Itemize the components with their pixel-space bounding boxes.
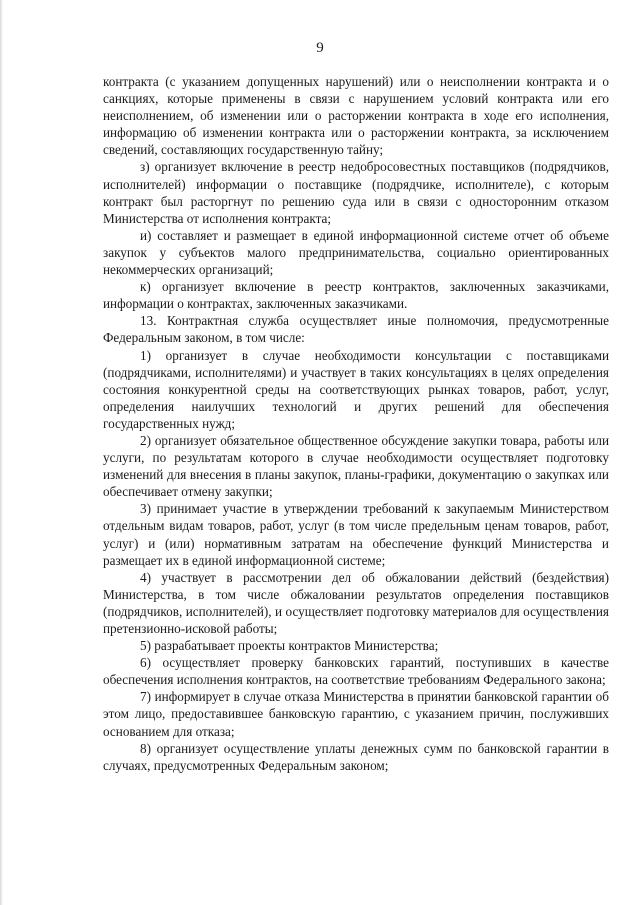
document-body: [103, 73, 609, 774]
paragraph-item-4: 4) участвует в рассмотрении дел об обжаловании действий (бездействия) Министерства, в том числе обжаловании результатов определения поставщиков (подрядчиков, исполнителей), и осуществляет подготовку материалов для осуществления претензионно-исковой работы;: [103, 569, 609, 636]
paragraph-item-2: 2) организует обязательное общественное обсуждение закупки товара, работы или услуги, по результатам которого в случае необходимости осуществляет подготовку изменений для внесения в планы закупок, планы-графики, документацию о закупках или обеспечивает отмену закупки;: [103, 432, 609, 500]
scan-edge-shadow: [0, 0, 3, 905]
paragraph-item-k: к) организует включение в реестр контрактов, заключенных заказчиками, информации о контрактах, заключенных заказчиками.: [103, 279, 609, 312]
paragraph-continuation: контракта (с указанием допущенных нарушений) или о неисполнении контракта и о санкциях, которые применены в связи с нарушением условий контракта или его неисполнением, об изменении или о расторжении контракта в ходе его исполнения, информацию об изменении контракта или о расторжении контракта, за исключением сведений, составляющих государственную тайну;: [103, 74, 609, 158]
paragraph-item-3: 3) принимает участие в утверждении требований к закупаемым Министерством отдельным видам товаров, работ, услуг (в том числе предельным ценам товаров, работ, услуг) и (или) нормативным затратам на обеспечение функций Министерства и размещает их в единой информационной системе;: [103, 501, 609, 568]
paragraph-item-6: 6) осуществляет проверку банковских гарантий, поступивших в качестве обеспечения исполнения контрактов, на соответствие требованиям Федерального закона;: [103, 655, 609, 688]
paragraph-item-z: з) организует включение в реестр недобросовестных поставщиков (подрядчиков, исполнителей) информации о поставщике (подрядчике, исполнителе), с которым контракт был расторгнут по решению суда или в связи с односторонним отказом Министерства от исполнения контракта;: [103, 159, 609, 226]
paragraph-item-5: 5) разрабатывает проекты контрактов Министерства;: [140, 638, 439, 654]
paragraph-item-1: 1) организует в случае необходимости консультации с поставщиками (подрядчиками, исполнителями) и участвует в таких консультациях в целях определения состояния конкурентной среды на соответствующих рынках товаров, работ, услуг, определения наилучших технологий и других решений для обеспечения государственных нужд;: [103, 347, 609, 431]
paragraph-item-8: 8) организует осуществление уплаты денежных сумм по банковской гарантии в случаях, предусмотренных Федеральным законом;: [103, 740, 609, 773]
page-number: 9: [316, 40, 324, 56]
paragraph-item-7: 7) информирует в случае отказа Министерства в принятии банковской гарантии об этом лицо, предоставившее банковскую гарантию, с указанием причин, послуживших основанием для отказа;: [103, 689, 609, 739]
paragraph-section-13: 13. Контрактная служба осуществляет иные полномочия, предусмотренные Федеральным законом, в том числе:: [103, 313, 609, 346]
paragraph-item-i: и) составляет и размещает в единой информационной системе отчет об объеме закупок у субъектов малого предпринимательства, социально ориентированных некоммерческих организаций;: [103, 227, 609, 278]
